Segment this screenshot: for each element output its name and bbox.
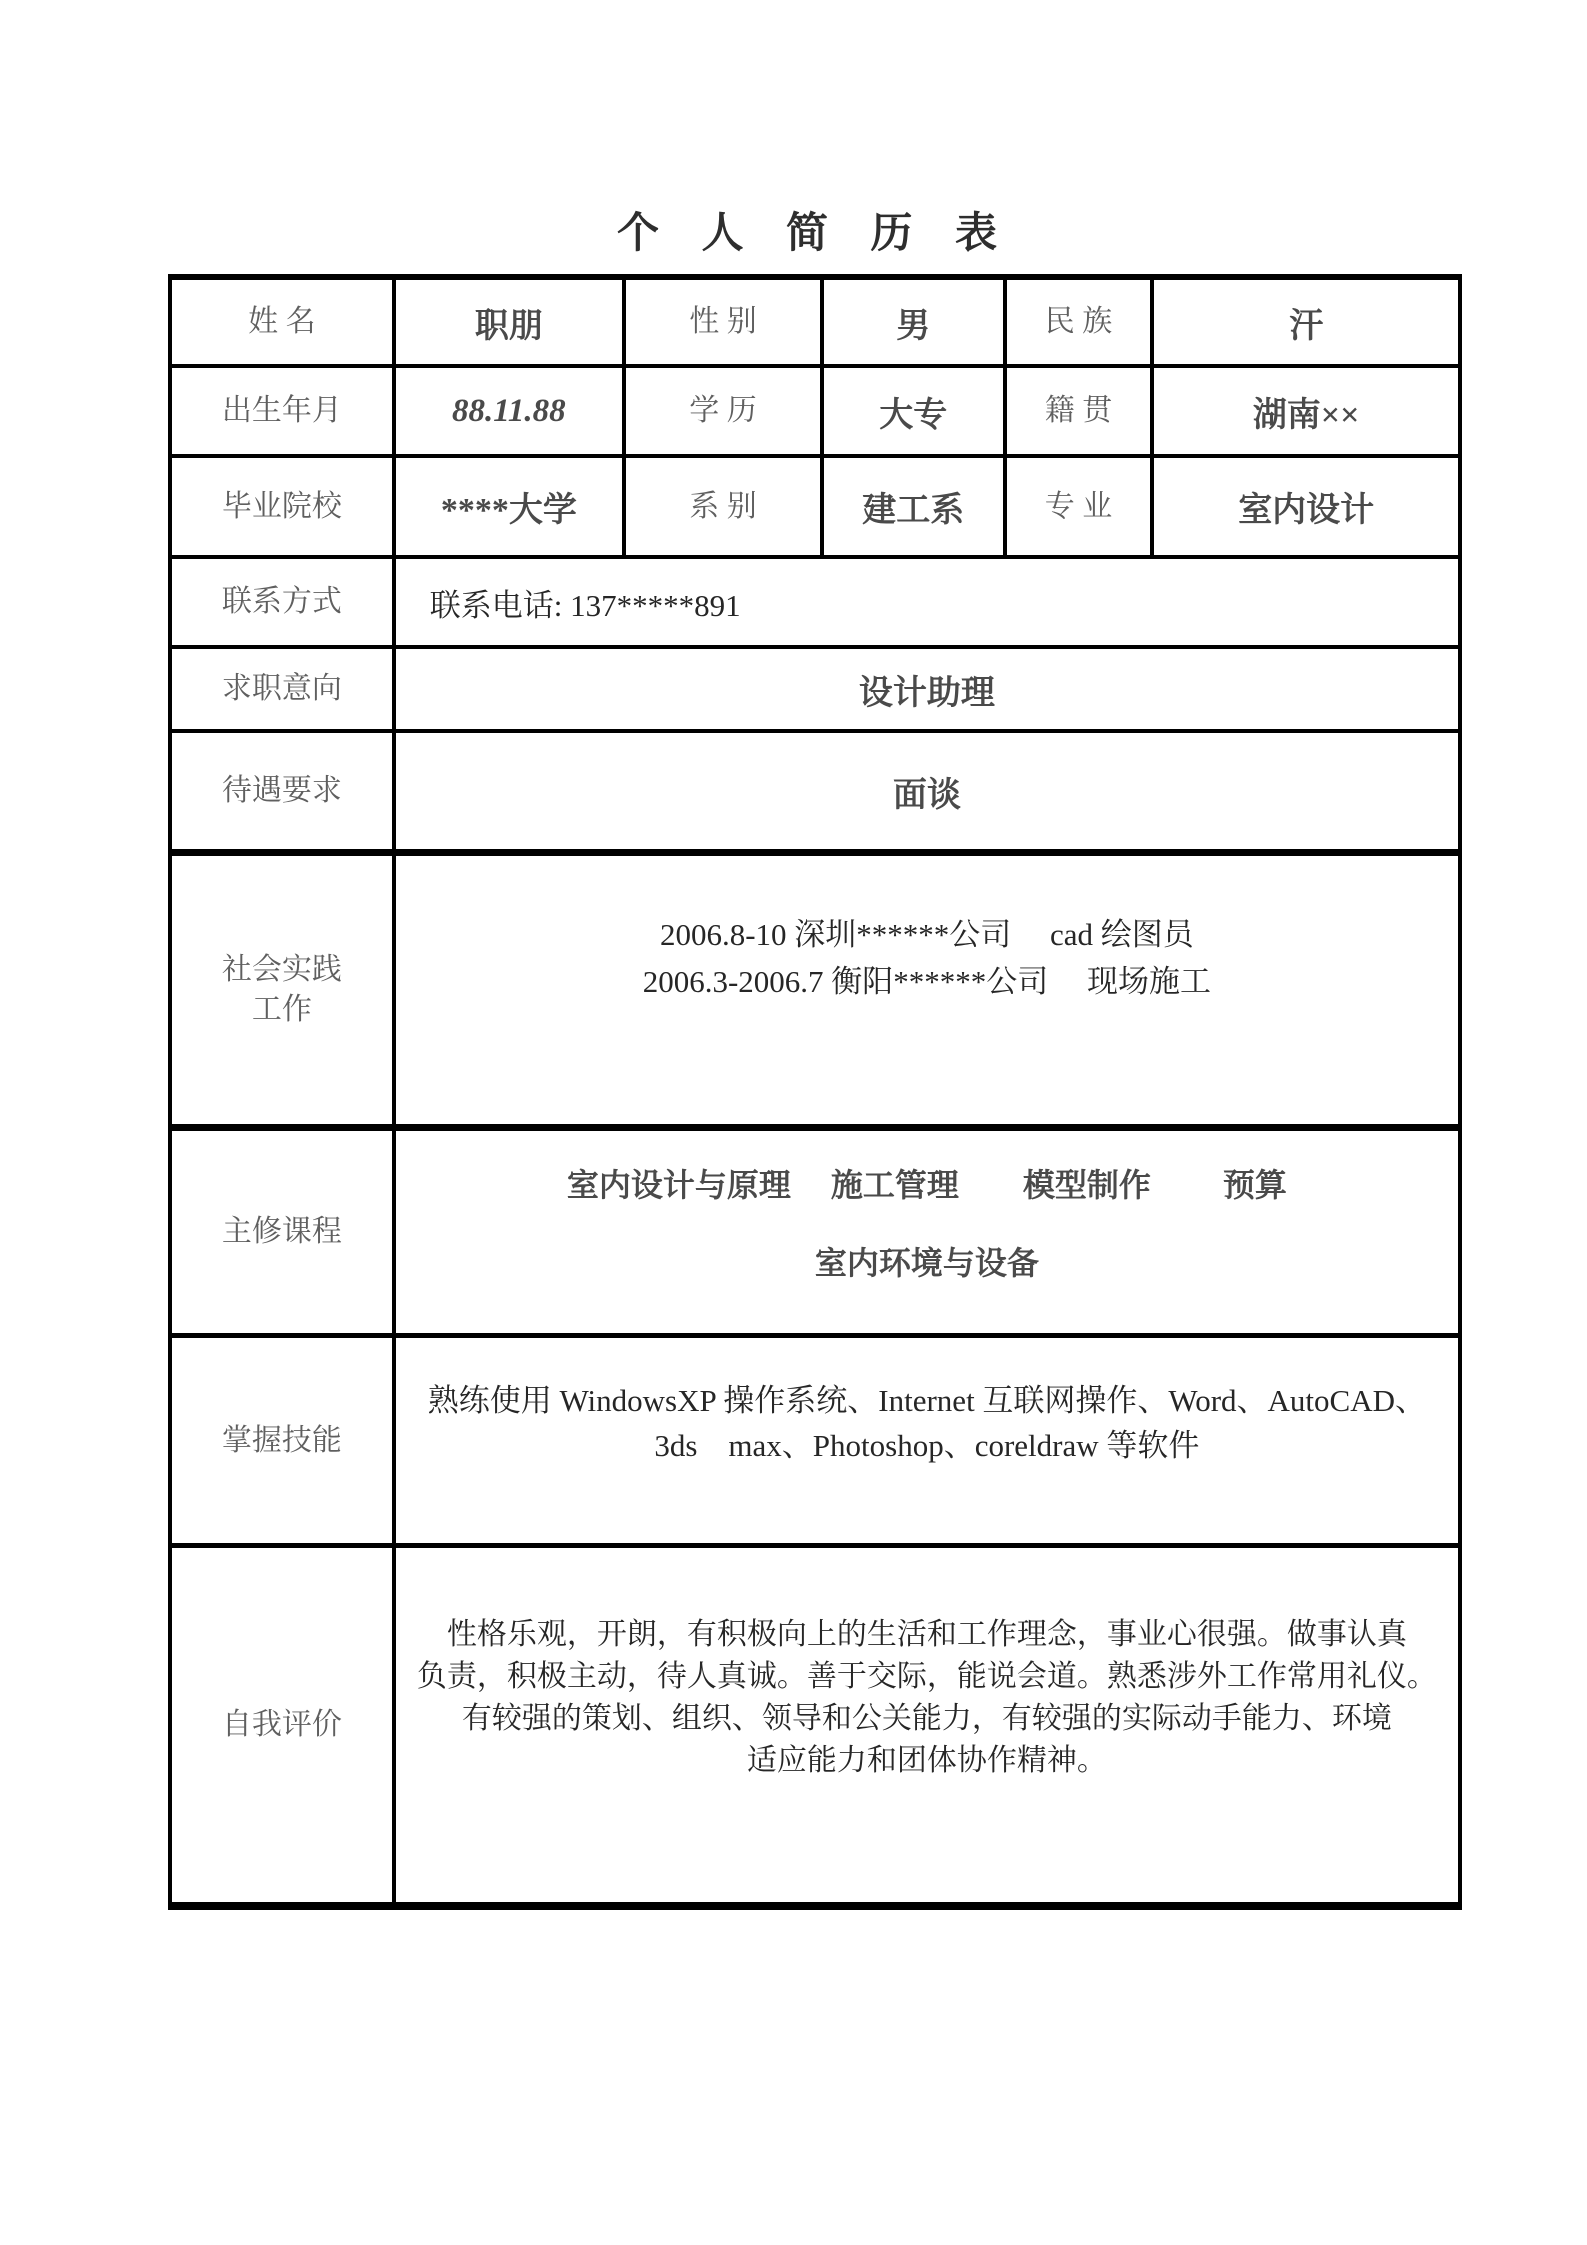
practice-entry: 2006.8-10 深圳******公司 cad 绘图员 xyxy=(659,917,1194,952)
ethnicity-value: 汗 xyxy=(1289,307,1324,345)
self-evaluation-content xyxy=(396,1548,1458,1902)
row-objective xyxy=(172,649,1458,733)
skills-label: 掌握技能 xyxy=(172,1338,396,1543)
nativeplace-label: 籍 贯 xyxy=(1007,368,1155,454)
self-evaluation-line: 有较强的策划、组织、领导和公关能力，有较强的实际动手能力、环境 xyxy=(461,1702,1392,1735)
row-name-gender-ethnicity xyxy=(172,280,1458,368)
nativeplace-value: 湖南×× xyxy=(1252,396,1360,434)
education-value: 大专 xyxy=(824,368,1007,454)
salary-label: 待遇要求 xyxy=(172,733,396,849)
row-practice xyxy=(172,856,1458,1131)
self-evaluation-line: 性格乐观，开朗，有积极向上的生活和工作理念，事业心很强。做事认真 xyxy=(446,1618,1407,1651)
gender-label: 性 别 xyxy=(626,280,824,364)
education-label: 学 历 xyxy=(626,368,824,454)
row-contact xyxy=(172,559,1458,649)
self-evaluation-line: 适应能力和团体协作精神。 xyxy=(746,1744,1107,1777)
courses-line: 室内环境与设备 xyxy=(814,1245,1039,1281)
courses-content xyxy=(396,1131,1458,1333)
row-skills xyxy=(172,1338,1458,1548)
birthdate-value: 88.11.88 xyxy=(396,368,626,454)
practice-entry: 2006.3-2006.7 衡阳******公司 现场施工 xyxy=(642,964,1212,999)
skills-content xyxy=(396,1338,1458,1543)
major-value: 室内设计 xyxy=(1238,492,1375,529)
contact-phone-value: 联系电话: 137*****891 xyxy=(429,587,741,623)
practice-label xyxy=(172,856,396,1124)
ethnicity-label: 民 族 xyxy=(1007,280,1155,364)
objective-value: 设计助理 xyxy=(858,674,995,712)
practice-label-line1: 社会实践 xyxy=(221,953,342,986)
contact-label: 联系方式 xyxy=(172,559,396,645)
school-value: ****大学 xyxy=(396,458,626,555)
row-birth-education-origin xyxy=(172,368,1458,458)
resume-table xyxy=(168,274,1462,1910)
skills-line: 3ds max、Photoshop、coreldraw 等软件 xyxy=(654,1428,1200,1463)
row-school-department-major xyxy=(172,458,1458,559)
name-value: 职朋 xyxy=(396,280,626,364)
objective-label: 求职意向 xyxy=(172,649,396,729)
skills-line: 熟练使用 WindowsXP 操作系统、Internet 互联网操作、Word、AutoCAD、 xyxy=(427,1383,1426,1418)
major-label: 专 业 xyxy=(1007,458,1155,555)
courses-line: 室内设计与原理 施工管理 模型制作 预算 xyxy=(566,1167,1287,1203)
row-courses xyxy=(172,1131,1458,1338)
practice-label-line2: 工作 xyxy=(251,993,312,1026)
self-evaluation-line: 负责，积极主动，待人真诚。善于交际，能说会道。熟悉涉外工作常用礼仪。 xyxy=(416,1660,1437,1693)
self-evaluation-label: 自我评价 xyxy=(172,1548,396,1902)
page-title: 个 人 简 历 表 xyxy=(616,211,1013,257)
practice-content xyxy=(396,856,1458,1124)
salary-value: 面谈 xyxy=(892,776,961,814)
row-self-evaluation xyxy=(172,1548,1458,1902)
row-salary xyxy=(172,733,1458,856)
courses-label: 主修课程 xyxy=(172,1131,396,1333)
department-value: 建工系 xyxy=(824,458,1007,555)
school-label: 毕业院校 xyxy=(172,458,396,555)
department-label: 系 别 xyxy=(626,458,824,555)
name-label: 姓 名 xyxy=(172,280,396,364)
gender-value: 男 xyxy=(824,280,1007,364)
birthdate-label: 出生年月 xyxy=(172,368,396,454)
